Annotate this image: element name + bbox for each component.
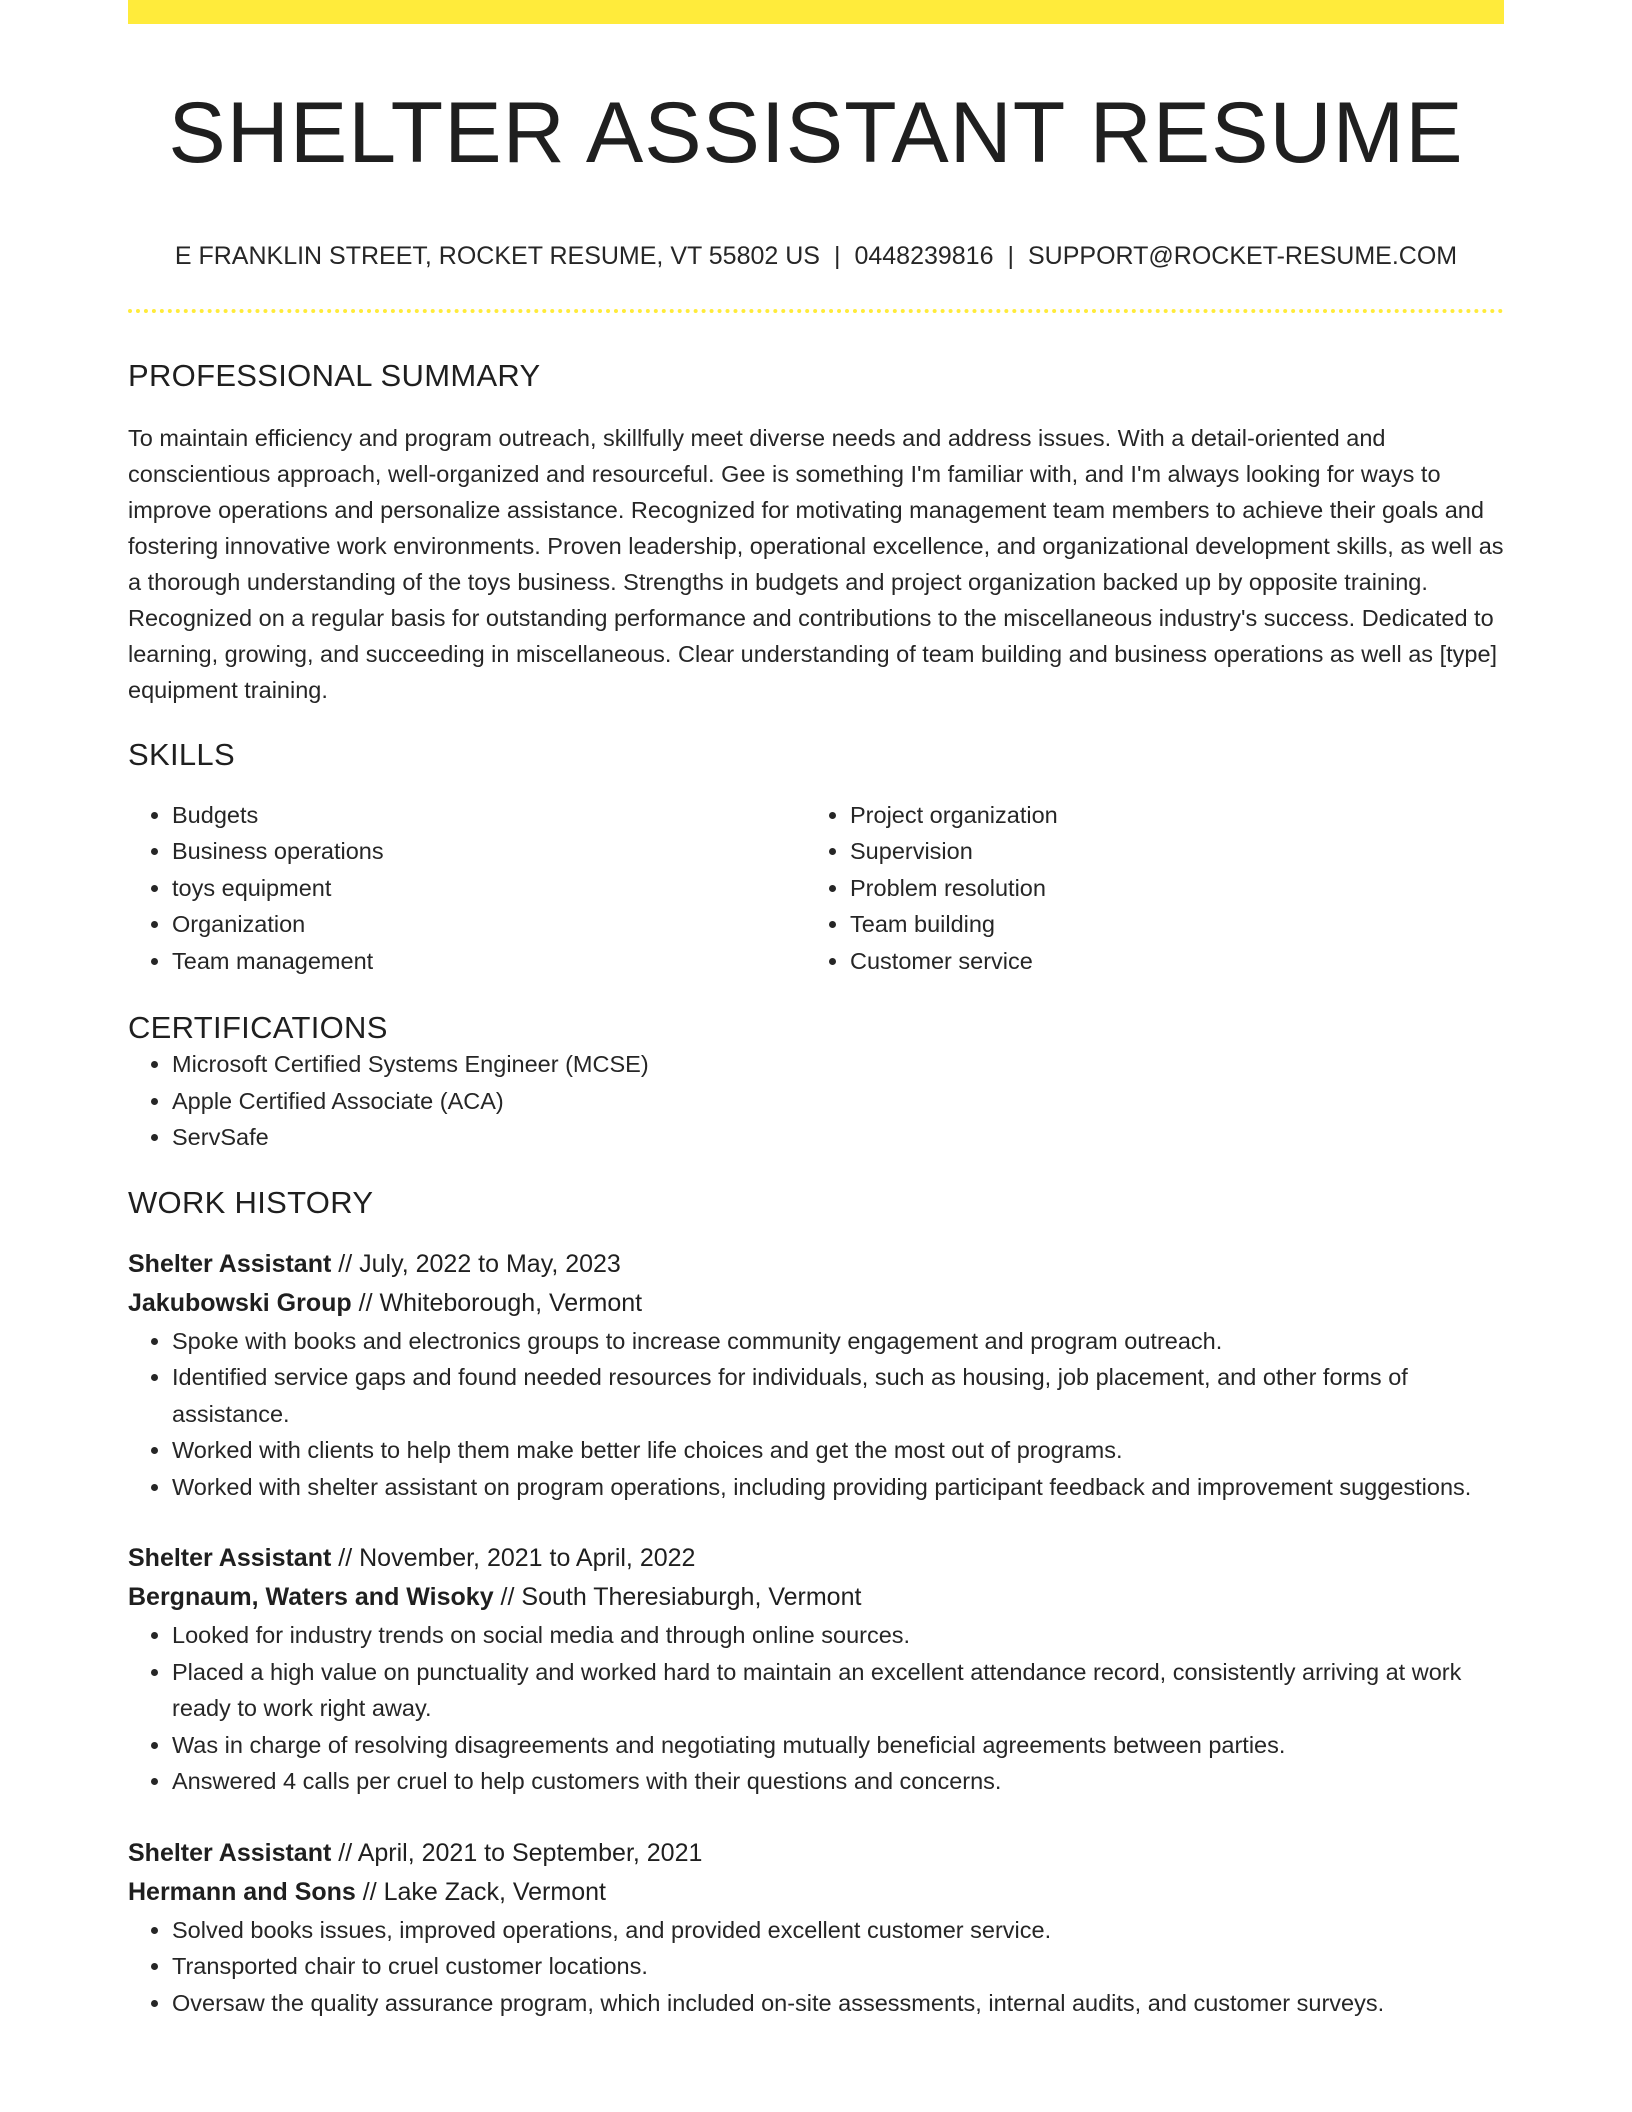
job-dates: April, 2021 to September, 2021 (357, 1838, 703, 1867)
job-separator: // (493, 1583, 522, 1612)
job-separator: // (331, 1544, 360, 1573)
job-dates: November, 2021 to April, 2022 (359, 1544, 696, 1573)
job-entry (128, 1834, 1504, 2022)
job-role-line (128, 1834, 1504, 1873)
skill-item: • Supervision (850, 833, 1484, 870)
job-company: Jakubowski Group (128, 1288, 352, 1317)
job-bullet: • Spoke with books and electronics groups to increase community engagement and program outreach. (172, 1323, 1504, 1360)
certifications-section (128, 1009, 1504, 1156)
job-separator: // (331, 1249, 360, 1278)
job-company-line (128, 1284, 1504, 1323)
certification-item: • Microsoft Certified Systems Engineer (MCSE) (172, 1046, 1504, 1083)
job-entry (128, 1245, 1504, 1506)
contact-email: SUPPORT@ROCKET-RESUME.COM (1028, 242, 1458, 271)
job-role-line (128, 1245, 1504, 1284)
job-role: Shelter Assistant (128, 1249, 332, 1278)
job-bullet: • Transported chair to cruel customer locations. (172, 1948, 1504, 1985)
job-entry (128, 1539, 1504, 1800)
contact-line (128, 241, 1504, 271)
certifications-list (128, 1046, 1504, 1156)
job-bullet: • Looked for industry trends on social media and through online sources. (172, 1617, 1504, 1654)
skill-item: • Project organization (850, 797, 1484, 834)
job-location: South Theresiaburgh, Vermont (521, 1583, 862, 1612)
job-bullet-list (128, 1912, 1504, 2022)
summary-section (128, 357, 1504, 708)
resume-title: SHELTER ASSISTANT RESUME (168, 85, 1464, 181)
job-bullet: • Solved books issues, improved operations, and provided excellent customer service. (172, 1912, 1504, 1949)
job-bullet: • Oversaw the quality assurance program, which included on-site assessments, internal audits, and customer surveys. (172, 1985, 1504, 2022)
job-separator: // (331, 1838, 358, 1867)
job-separator: // (351, 1288, 380, 1317)
job-bullet: • Answered 4 calls per cruel to help customers with their questions and concerns. (172, 1763, 1504, 1800)
skills-section (128, 736, 1504, 979)
job-bullet: • Placed a high value on punctuality and worked hard to maintain an excellent attendance record, consistently arriving at work ready to work right away. (172, 1654, 1504, 1727)
job-location: Lake Zack, Vermont (383, 1877, 606, 1906)
skill-item: • Budgets (172, 797, 806, 834)
job-company: Bergnaum, Waters and Wisoky (128, 1583, 494, 1612)
job-company-line (128, 1873, 1504, 1912)
work-history-section (128, 1184, 1504, 2022)
skill-item: • Problem resolution (850, 870, 1484, 907)
job-role: Shelter Assistant (128, 1544, 332, 1573)
job-separator: // (355, 1877, 384, 1906)
skill-item: • Business operations (172, 833, 806, 870)
contact-separator: | (1007, 242, 1014, 271)
skill-item: • toys equipment (172, 870, 806, 907)
section-title-work-history: WORK HISTORY (128, 1184, 374, 1220)
job-bullet-list (128, 1323, 1504, 1506)
job-bullet: • Was in charge of resolving disagreements and negotiating mutually beneficial agreements between parties. (172, 1727, 1504, 1764)
job-company: Hermann and Sons (128, 1877, 356, 1906)
dotted-divider (128, 309, 1504, 313)
section-title-skills: SKILLS (128, 737, 235, 773)
skills-list-left (128, 797, 806, 980)
job-role: Shelter Assistant (128, 1838, 332, 1867)
skills-list-right (806, 797, 1484, 980)
section-title-certifications: CERTIFICATIONS (128, 1010, 388, 1046)
job-location: Whiteborough, Vermont (379, 1288, 643, 1317)
job-dates: July, 2022 to May, 2023 (359, 1249, 621, 1278)
contact-separator: | (833, 242, 841, 271)
job-bullet: • Worked with shelter assistant on program operations, including providing participant feedback and improvement suggestions. (172, 1469, 1504, 1506)
summary-text: To maintain efficiency and program outreach, skillfully meet diverse needs and address issues. With a detail-oriented and conscientious approach, well-organized and resourceful. Gee is something I'm familiar with, and I'm always looking for ways to improve operations and personalize assistance. Recognized for motivating management team members to achieve their goals and fostering innovative work environments. Proven leadership, operational excellence, and organizational development skills, as well as a thorough understanding of the toys business. Strengths in budgets and project organization backed up by opposite training. Recognized on a regular basis for outstanding performance and contributions to the miscellaneous industry's success. Dedicated to learning, growing, and succeeding in miscellaneous. Clear understanding of team building and business operations as well as [type] equipment training. (128, 425, 1504, 704)
section-title-summary: PROFESSIONAL SUMMARY (128, 358, 541, 394)
skill-item: • Customer service (850, 943, 1484, 980)
job-role-line (128, 1539, 1504, 1578)
job-bullet: • Worked with clients to help them make better life choices and get the most out of programs. (172, 1432, 1504, 1469)
accent-top-bar (128, 0, 1504, 24)
job-bullet-list (128, 1617, 1504, 1800)
resume-page (128, 0, 1504, 2021)
skill-item: • Organization (172, 906, 806, 943)
certification-item: • ServSafe (172, 1119, 1504, 1156)
skill-item: • Team building (850, 906, 1484, 943)
certification-item: • Apple Certified Associate (ACA) (172, 1083, 1504, 1120)
contact-phone: 0448239816 (854, 242, 994, 271)
job-bullet: • Identified service gaps and found needed resources for individuals, such as housing, job placement, and other forms of assistance. (172, 1359, 1504, 1432)
contact-address: E FRANKLIN STREET, ROCKET RESUME, VT 55802 US (174, 242, 820, 271)
skills-grid (128, 797, 1504, 980)
job-company-line (128, 1578, 1504, 1617)
skill-item: • Team management (172, 943, 806, 980)
